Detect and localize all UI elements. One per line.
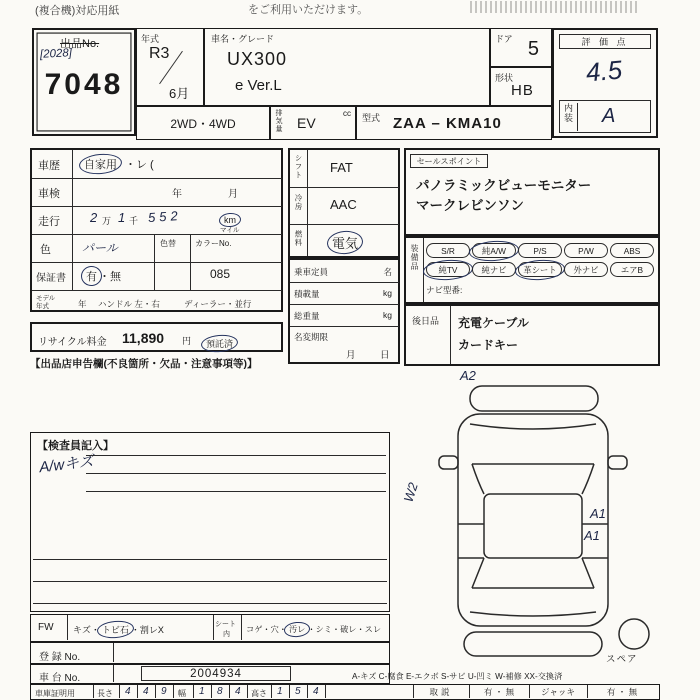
shift-label: シフト: [294, 154, 303, 180]
chassis-value: 2004934: [141, 666, 291, 681]
divider: [32, 178, 282, 179]
recycle-fee-row: [30, 322, 283, 352]
later-item-charge-cable: 充電ケーブル: [458, 316, 529, 330]
height-label: 高さ: [251, 689, 267, 698]
later-item-card-key: カードキー: [458, 338, 519, 352]
ruled-line: [33, 581, 387, 582]
ruled-line: [86, 473, 386, 474]
spare-tire-circle: [619, 619, 649, 649]
width-digit-1: 1: [199, 686, 205, 697]
divider: [211, 685, 212, 698]
garage-label: 車庫証明用: [35, 689, 75, 698]
color-no-label: カラーNo.: [195, 239, 232, 248]
spare-label: スペア: [606, 654, 638, 665]
length-digit-1: 4: [125, 686, 131, 697]
model-code-value: ZAA – KMA10: [393, 115, 502, 132]
equip-item-ps: P/S: [518, 243, 562, 258]
front-bumper-shape: [470, 386, 598, 411]
navi-model-label: ナビ型番:: [426, 285, 463, 295]
divider: [450, 306, 451, 364]
year-month-value: 6月: [169, 86, 190, 101]
equipment-label: 装備品: [410, 244, 419, 271]
year-era-value: R3: [149, 45, 170, 62]
car-body-shape: [458, 414, 608, 626]
displacement-unit: cc: [343, 109, 351, 118]
year-cell: [136, 28, 204, 106]
later-items-label: 後日品: [412, 316, 440, 326]
model-code-cell: [356, 106, 552, 140]
ruled-line: [86, 491, 386, 492]
divider: [290, 282, 399, 283]
damage-code-legend: A-キズ C-腐食 E-エクボ S-サビ U-凹ミ W-補修 XX-交換済: [352, 672, 563, 681]
damage-mark-a1-upper: A1: [590, 506, 606, 521]
capacity-box: [288, 258, 400, 364]
mileage-rest-digits: 552: [147, 207, 183, 226]
inspector-handnote: A/wキズ: [38, 452, 95, 477]
load-unit: kg: [383, 288, 392, 298]
right-mirror-shape: [608, 456, 627, 469]
sales-point-line-1: パノラミックビューモニター: [416, 178, 592, 193]
door-label: ドア: [495, 34, 513, 44]
damage-mark-a1-lower: A1: [584, 528, 600, 543]
auction-no-label: 出品No.: [60, 38, 100, 50]
shaken-month-unit: 月: [228, 189, 238, 200]
ruled-line: [33, 603, 387, 604]
capacity-label: 乗車定員: [294, 267, 329, 277]
history-label: 車歴: [38, 160, 60, 172]
drive-cell: 2WD・4WD: [136, 106, 270, 140]
shaken-label: 車検: [38, 188, 60, 200]
length-digit-2: 4: [143, 686, 149, 697]
km-unit: km: [224, 215, 236, 225]
glass-seat-row: [30, 614, 390, 642]
fw-condition-pre: キズ・: [73, 625, 100, 635]
hood-line: [470, 424, 596, 429]
sales-points-label: セールスポイント: [410, 154, 488, 168]
history-extra: ・レ (: [125, 159, 154, 171]
trunk-line: [470, 612, 596, 616]
mileage-man-digit: 2: [90, 210, 98, 225]
color-label: 色: [40, 244, 51, 256]
damage-mark-a2: A2: [460, 368, 476, 383]
color-no-value: 085: [210, 267, 231, 281]
chassis-row: [30, 664, 390, 684]
color-value: パール: [82, 241, 118, 255]
windshield-lines: [472, 464, 594, 494]
divider: [113, 665, 114, 682]
fw-label: FW: [38, 622, 54, 633]
auction-no-value: 7048: [44, 68, 124, 101]
divider: [289, 685, 290, 698]
weight-unit: kg: [383, 310, 392, 320]
equip-item-tv: 純TV: [426, 262, 470, 277]
seller-notes-header: 【出品店申告欄(不良箇所・欠品・注意事項等)】: [30, 358, 258, 370]
interior-value: A: [602, 105, 616, 127]
shape-value: HB: [511, 82, 534, 99]
history-value: 自家用: [82, 156, 119, 172]
height-digit-2: 5: [295, 686, 301, 697]
jack-label: ジャッキ: [541, 686, 575, 697]
recycle-status: 預託済: [206, 339, 234, 349]
warranty-no: ・無: [99, 271, 121, 283]
divider: [325, 685, 326, 698]
rename-deadline-label: 名変期限: [294, 332, 329, 342]
fw-condition-circled: トビ石: [101, 625, 129, 635]
equip-item-sr: S/R: [426, 243, 470, 258]
rename-day-unit: 日: [380, 350, 390, 361]
auction-no-box: [32, 28, 136, 136]
recycle-yen-unit: 円: [182, 336, 192, 346]
divider: [190, 234, 191, 290]
manual-label: 取説: [429, 686, 453, 697]
interior-label: 内装: [562, 103, 578, 131]
width-digit-2: 8: [217, 686, 223, 697]
dealer-label: ディーラー・並行: [184, 299, 252, 309]
handle-label: ハンドル 左・右: [98, 299, 160, 309]
mileage-label: 走行: [38, 216, 60, 228]
registration-label: 登 録 No.: [39, 652, 81, 663]
inspector-title: 【検査員記入】: [37, 440, 114, 452]
divider: [290, 304, 399, 305]
divider: [32, 206, 282, 207]
divider: [113, 643, 114, 662]
year-label: 年式: [141, 34, 160, 44]
divider: [67, 615, 68, 640]
shape-label: 形状: [495, 73, 514, 83]
width-label: 幅: [178, 689, 186, 698]
displacement-value: EV: [297, 115, 316, 131]
registration-row: [30, 642, 390, 664]
inspector-box: [30, 432, 390, 612]
length-label: 長さ: [97, 689, 113, 698]
equip-item-alloy-wheels: 純A/W: [472, 243, 516, 258]
roof-shape: [484, 494, 582, 558]
left-mirror-shape: [439, 456, 458, 469]
divider: [119, 685, 120, 698]
divider: [229, 685, 230, 698]
car-name-value: UX300: [227, 49, 288, 69]
sen-unit: 千: [129, 216, 139, 226]
seat-label-2: 内: [223, 631, 230, 638]
auction-no-handnote: [2028]: [39, 47, 73, 61]
weight-label: 総重量: [294, 311, 320, 321]
height-digit-1: 1: [277, 686, 283, 697]
paper-type-note: (複合機)対応用紙: [35, 5, 120, 17]
model-year-label-1: モデル: [36, 295, 56, 302]
divider: [241, 615, 242, 640]
car-name-cell: [204, 28, 490, 106]
divider: [137, 685, 138, 698]
car-grade-value: e Ver.L: [235, 77, 282, 94]
equip-item-leather: 革シート: [518, 262, 562, 277]
seat-condition-circled: 汚レ: [288, 625, 306, 634]
score-label: 評 価 点: [559, 34, 651, 49]
divider: [32, 234, 282, 235]
drivetrain-box: [288, 148, 400, 258]
equip-item-pw: P/W: [564, 243, 608, 258]
divider: [93, 685, 94, 698]
paper-usage-note: をご利用いただけます。: [248, 4, 369, 16]
jack-yes-no: 有 ・ 無: [606, 686, 638, 697]
divider: [307, 150, 308, 256]
chassis-label: 車 台 No.: [39, 673, 81, 684]
car-name-label: 車名・グレード: [211, 34, 275, 44]
divider: [155, 685, 156, 698]
ruled-line: [86, 455, 386, 456]
equip-item-abs: ABS: [610, 243, 654, 258]
seat-condition-post: ・シミ・破レ・スレ: [307, 625, 382, 634]
sales-points-box: [404, 148, 660, 236]
displacement-cell: [270, 106, 356, 140]
fuel-label: 燃料: [294, 230, 303, 247]
divider: [247, 685, 248, 698]
rear-window-lines: [472, 558, 594, 588]
divider: [213, 615, 214, 640]
mileage-sen-digit: 1: [118, 210, 126, 225]
divider: [271, 685, 272, 698]
divider: [154, 234, 155, 290]
model-code-label: 型式: [362, 113, 381, 123]
seat-condition-pre: コゲ・穴・: [246, 625, 287, 634]
sales-point-line-2: マークレビンソン: [416, 198, 524, 213]
door-value: 5: [527, 38, 539, 60]
rename-month-unit: 月: [346, 350, 356, 361]
warranty-label: 保証書: [36, 273, 66, 284]
seat-label-1: シート: [215, 621, 236, 628]
equip-item-navi: 純ナビ: [472, 262, 516, 277]
door-cell: [490, 28, 552, 67]
score-value: 4.5: [584, 54, 624, 88]
divider: [290, 326, 399, 327]
shift-value: FAT: [330, 160, 353, 175]
divider: [32, 290, 282, 291]
man-unit: 万: [102, 216, 112, 226]
capacity-unit: 名: [383, 267, 392, 277]
divider: [173, 685, 174, 698]
garage-cert-row: [30, 684, 660, 700]
rear-bumper-shape: [464, 632, 602, 656]
mile-unit: マイル: [220, 227, 240, 234]
manual-yes-no: 有 ・ 無: [483, 686, 515, 697]
height-digit-3: 4: [313, 686, 319, 697]
load-label: 積載量: [294, 289, 320, 299]
model-year-label-2: 年式: [36, 303, 49, 310]
later-items-box: [404, 304, 660, 366]
shaken-year-unit: 年: [172, 189, 182, 200]
equip-item-ext-navi: 外ナビ: [564, 262, 608, 277]
car-damage-diagram: [400, 366, 665, 668]
model-year-unit: 年: [78, 299, 87, 309]
vehicle-history-box: [30, 148, 283, 312]
fuel-value: 電気: [330, 233, 360, 252]
ruled-line: [33, 559, 387, 560]
score-box: [552, 28, 658, 138]
damage-mark-w2: W2: [400, 480, 421, 504]
recycle-label: リサイクル料金: [38, 337, 107, 348]
equip-item-airbag: エアB: [610, 262, 654, 277]
recycle-value: 11,890: [122, 330, 165, 346]
divider: [307, 685, 308, 698]
ac-label: 冷房: [294, 194, 303, 211]
color-change-label: 色替: [160, 239, 176, 248]
equipment-box: [404, 236, 660, 304]
divider: [72, 150, 73, 290]
scan-noise-strip: [470, 1, 638, 13]
divider: [193, 685, 194, 698]
width-digit-3: 4: [235, 686, 241, 697]
fw-condition-post: ・割レX: [130, 625, 164, 635]
shape-cell: [490, 67, 552, 106]
displacement-label: 排気量: [275, 109, 282, 133]
length-digit-3: 9: [161, 686, 167, 697]
divider: [32, 262, 282, 263]
ac-value: AAC: [330, 197, 357, 212]
warranty-yes: 有: [84, 268, 99, 284]
car-topview-drawing: [400, 366, 665, 668]
interior-box: [559, 100, 651, 133]
